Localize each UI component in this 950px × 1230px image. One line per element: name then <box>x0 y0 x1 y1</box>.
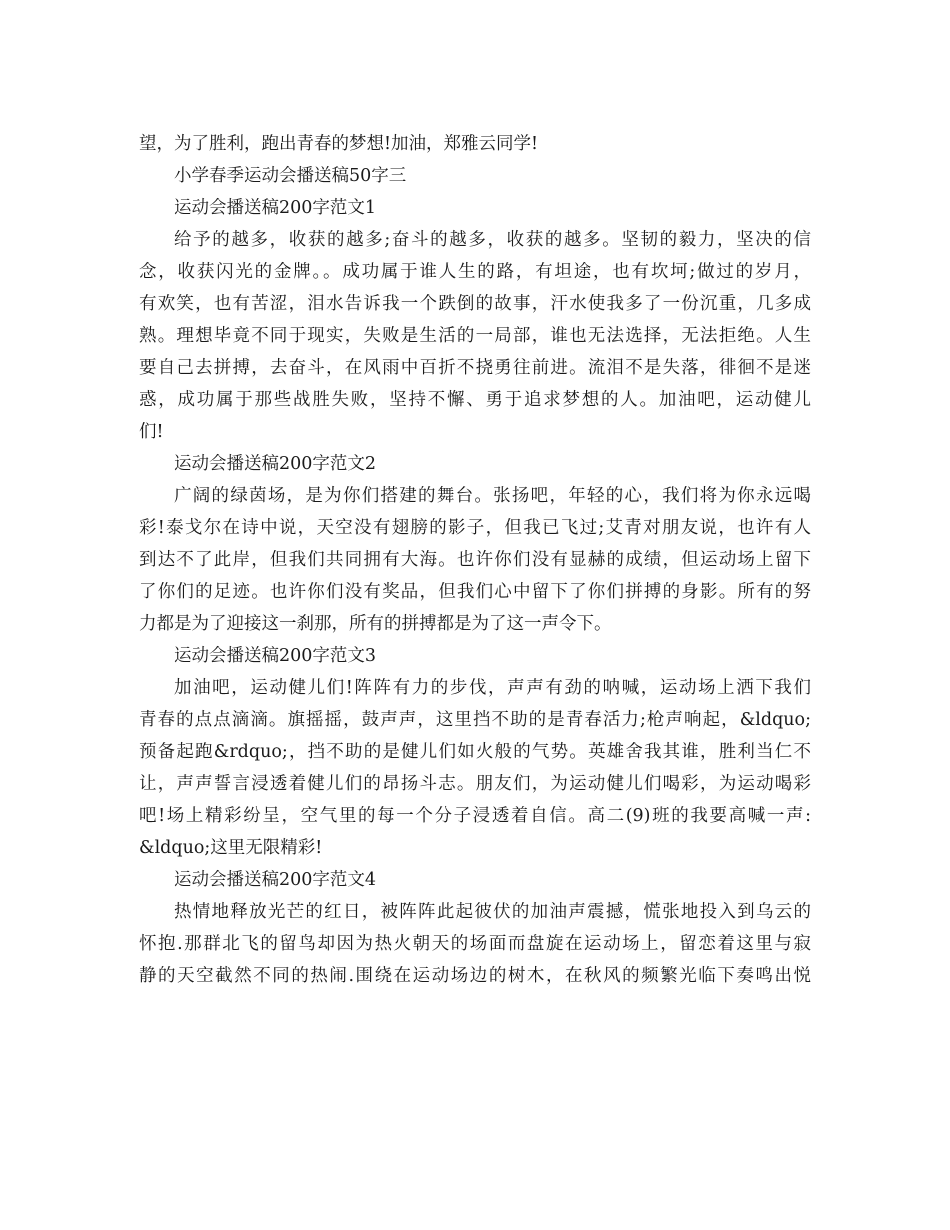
paragraph-line: 念，收获闪光的金牌。。成功属于谁人生的路，有坦途，也有坎坷;做过的岁月， <box>139 262 811 282</box>
document-body <box>139 128 811 992</box>
paragraph-line: 了你们的足迹。也许你们没有奖品，但我们心中留下了你们拼搏的身影。所有的努 <box>139 582 811 602</box>
paragraph-line: 要自己去拼搏，去奋斗，在风雨中百折不挠勇往前进。流泪不是失落，徘徊不是迷 <box>139 358 811 378</box>
paragraph-line: 青春的点点滴滴。旗摇摇，鼓声声，这里挡不助的是青春活力;枪声响起，&ldquo; <box>139 710 811 730</box>
paragraph-line: 给予的越多，收获的越多;奋斗的越多，收获的越多。坚韧的毅力，坚决的信 <box>174 230 811 250</box>
paragraph-line: 有欢笑，也有苦涩，泪水告诉我一个跌倒的故事，汗水使我多了一份沉重，几多成 <box>139 294 811 314</box>
paragraph <box>139 128 811 160</box>
paragraph-line: 熟。理想毕竟不同于现实，失败是生活的一局部，谁也无法选择，无法拒绝。人生 <box>139 326 811 346</box>
paragraph-line: 望，为了胜利，跑出青春的梦想!加油，郑雅云同学! <box>139 134 539 154</box>
paragraph <box>139 672 811 864</box>
paragraph-line: 加油吧，运动健儿们!阵阵有力的步伐，声声有劲的呐喊，运动场上洒下我们 <box>174 678 811 698</box>
paragraph-line: 让，声声誓言浸透着健儿们的昂扬斗志。朋友们，为运动健儿们喝彩，为运动喝彩 <box>139 774 811 794</box>
section-heading: 运动会播送稿200字范文4 <box>174 870 377 890</box>
section-heading: 运动会播送稿200字范文2 <box>174 454 377 474</box>
paragraph-line: 力都是为了迎接这一刹那，所有的拼搏都是为了这一声令下。 <box>139 614 612 634</box>
paragraph-line: 静的天空截然不同的热闹.围绕在运动场边的树木，在秋风的频繁光临下奏鸣出悦 <box>139 966 811 986</box>
section-heading: 运动会播送稿200字范文3 <box>174 646 377 666</box>
paragraph-line: 预备起跑&rdquo;，挡不助的是健儿们如火般的气势。英雄舍我其谁，胜利当仁不 <box>139 742 811 762</box>
paragraph-line: 广阔的绿茵场，是为你们搭建的舞台。张扬吧，年轻的心，我们将为你永远喝 <box>174 486 811 506</box>
section-heading: 小学春季运动会播送稿50字三 <box>174 166 407 186</box>
paragraph-line: 怀抱.那群北飞的留鸟却因为热火朝天的场面而盘旋在运动场上，留恋着这里与寂 <box>139 934 811 954</box>
paragraph-line: 们! <box>139 422 164 442</box>
paragraph <box>139 896 811 992</box>
paragraph-line: 彩!泰戈尔在诗中说，天空没有翅膀的影子，但我已飞过;艾青对朋友说，也许有人 <box>139 518 811 538</box>
section-heading: 运动会播送稿200字范文1 <box>174 198 377 218</box>
paragraph <box>139 480 811 640</box>
paragraph <box>139 224 811 448</box>
paragraph-line: 到达不了此岸，但我们共同拥有大海。也许你们没有显赫的成绩，但运动场上留下 <box>139 550 811 570</box>
paragraph-line: 惑，成功属于那些战胜失败，坚持不懈、勇于追求梦想的人。加油吧，运动健儿 <box>139 390 811 410</box>
paragraph-line: &ldquo;这里无限精彩! <box>139 838 323 858</box>
paragraph-line: 吧!场上精彩纷呈，空气里的每一个分子浸透着自信。高二(9)班的我要高喊一声: <box>139 806 811 826</box>
paragraph-line: 热情地释放光芒的红日，被阵阵此起彼伏的加油声震撼，慌张地投入到乌云的 <box>174 902 811 922</box>
